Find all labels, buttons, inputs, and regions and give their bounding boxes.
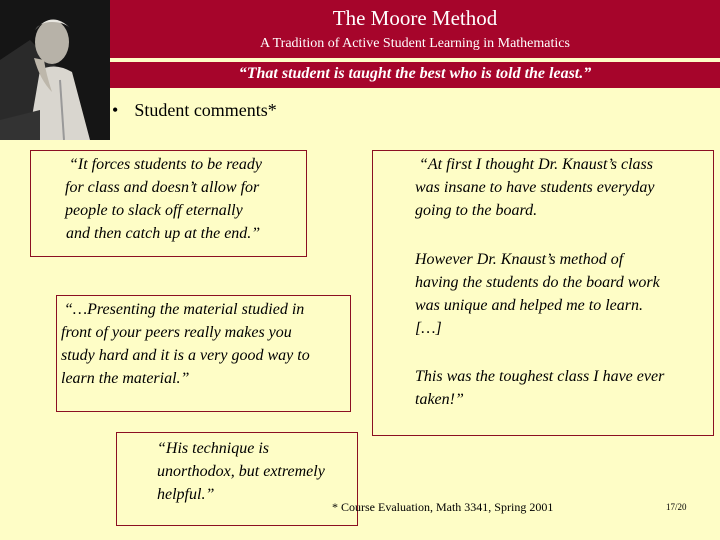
comment-line: people to slack off eternally xyxy=(65,202,243,219)
comment-box-4 xyxy=(372,150,714,436)
comment-box-1 xyxy=(30,150,307,257)
comment-text xyxy=(65,153,263,245)
comment-text xyxy=(157,437,325,506)
comment-line: study hard and it is a very good way to xyxy=(61,347,310,364)
comment-line: front of your peers really makes you xyxy=(61,324,292,341)
moore-quote: “That student is taught the best who is told the least.” xyxy=(238,65,592,82)
page-title: The Moore Method xyxy=(332,6,498,30)
comment-box-2 xyxy=(56,295,351,412)
footnote: * Course Evaluation, Math 3341, Spring 2001 xyxy=(332,500,554,514)
comment-line: having the students do the board work xyxy=(415,274,660,291)
comment-text xyxy=(415,153,655,222)
comment-line: “His technique is xyxy=(157,440,269,457)
comment-line: was insane to have students everyday xyxy=(415,179,655,196)
comment-line: going to the board. xyxy=(415,202,538,219)
comment-line: unorthodox, but extremely xyxy=(157,463,325,480)
comment-line: This was the toughest class I have ever xyxy=(415,368,665,385)
comment-line: helpful.” xyxy=(157,486,215,503)
comment-line: for class and doesn’t allow for xyxy=(65,179,260,196)
comment-line: “It forces students to be ready xyxy=(69,156,263,173)
bullet-icon: • xyxy=(112,100,119,120)
comment-line: was unique and helped me to learn. xyxy=(415,297,643,314)
comment-text xyxy=(415,248,660,340)
comment-line: learn the material.” xyxy=(61,370,190,387)
bullet-heading xyxy=(112,100,277,121)
page-number: 17/20 xyxy=(666,502,687,512)
comment-line: […] xyxy=(415,320,442,337)
bullet-label: Student comments* xyxy=(134,100,277,120)
comment-line: However Dr. Knaust’s method of xyxy=(415,251,624,268)
comment-line: and then catch up at the end.” xyxy=(66,225,261,242)
comment-text xyxy=(415,365,664,411)
comment-line: taken!” xyxy=(415,391,464,408)
comment-line: “At first I thought Dr. Knaust’s class xyxy=(419,156,653,173)
comment-line: “…Presenting the material studied in xyxy=(64,301,305,318)
comment-text xyxy=(61,298,310,390)
page-subtitle: A Tradition of Active Student Learning in Mathematics xyxy=(260,36,570,51)
comment-box-3 xyxy=(116,432,358,526)
portrait-photo xyxy=(0,0,110,140)
